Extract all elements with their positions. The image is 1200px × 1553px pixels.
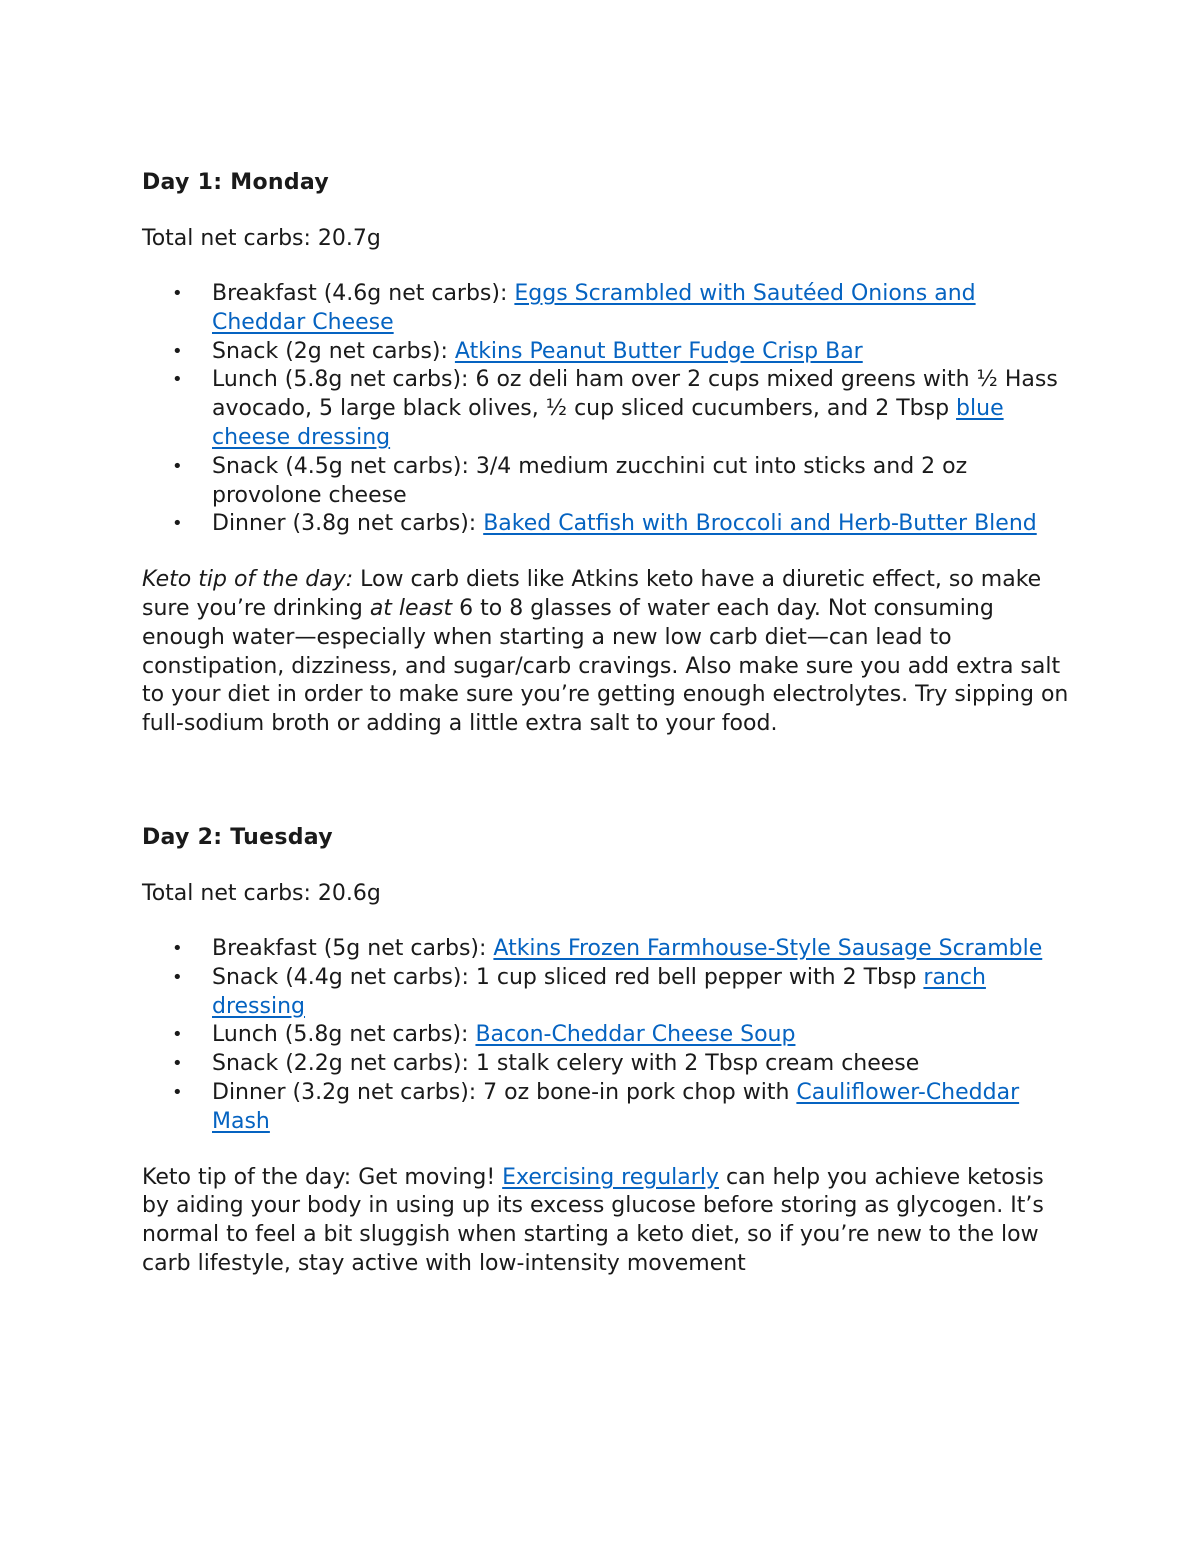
list-item <box>142 1050 1072 1079</box>
list-item <box>142 1079 1072 1137</box>
meal-text: Dinner (3.8g net carbs): <box>212 511 484 537</box>
day-1-heading: Day 1: Monday <box>142 170 330 195</box>
recipe-link[interactable]: Cauliflower-Cheddar Mash <box>212 1079 1020 1134</box>
meal-text: Breakfast (5g net carbs): <box>212 935 494 961</box>
tip-text: can help you achieve ketosis by aiding your body in using up its excess glucose before storing as glycogen. It’s normal to feel a bit sluggish when starting a keto diet, so if you’re new to the low carb lifestyle, stay active with low-intensity movement <box>142 1164 1044 1276</box>
day-1-section <box>142 168 1072 739</box>
day-2-section <box>142 823 1072 1279</box>
day-1-meal-list <box>142 280 1072 539</box>
document-page <box>142 168 1072 1279</box>
recipe-link[interactable]: Atkins Peanut Butter Fudge Crisp Bar <box>454 338 863 364</box>
meal-text: Dinner (3.2g net carbs): 7 oz bone-in pork chop with <box>212 1079 797 1105</box>
tip-text: Low carb diets like Atkins keto have a diuretic effect, so make sure you’re drinking <box>142 567 1042 621</box>
bullet-icon: • <box>172 340 183 362</box>
bullet-icon: • <box>172 1053 183 1075</box>
bullet-icon: • <box>172 1081 183 1103</box>
day-1-keto-tip <box>142 566 1072 739</box>
list-item <box>142 338 1072 367</box>
bullet-icon: • <box>172 283 183 304</box>
day-2-total-net-carbs: Total net carbs: 20.6g <box>142 880 381 906</box>
list-item <box>142 453 1072 511</box>
list-item <box>142 1021 1072 1050</box>
list-item <box>142 510 1072 539</box>
meal-text: Snack (4.4g net carbs): 1 cup sliced red bell pepper with 2 Tbsp <box>212 964 924 990</box>
meal-text: Snack (2g net carbs): <box>212 338 455 364</box>
meal-text: Breakfast (4.6g net carbs): <box>212 281 515 306</box>
meal-text: Lunch (5.8g net carbs): <box>212 1022 476 1048</box>
list-item <box>142 280 1072 338</box>
recipe-link[interactable]: ranch dressing <box>212 964 986 1019</box>
list-item <box>142 964 1072 1022</box>
meal-text: Lunch (5.8g net carbs): 6 oz deli ham over 2 cups mixed greens with ½ Hass avocado, 5 large black olives, ½ cup sliced cucumbers, and 2 Tbsp <box>212 367 1058 422</box>
meal-text: Snack (2.2g net carbs): 1 stalk celery with 2 Tbsp cream cheese <box>212 1051 920 1077</box>
day-2-keto-tip <box>142 1164 1072 1279</box>
exercise-link[interactable]: Exercising regularly <box>502 1164 719 1190</box>
tip-label: Keto tip of the day: Get moving! <box>142 1164 503 1190</box>
recipe-link[interactable]: Baked Catfish with Broccoli and Herb-Butter Blend <box>483 511 1037 537</box>
recipe-link[interactable]: blue cheese dressing <box>212 396 1004 450</box>
meal-text: Snack (4.5g net carbs): 3/4 medium zucchini cut into sticks and 2 oz provolone cheese <box>212 453 968 508</box>
list-item <box>142 366 1072 452</box>
tip-text: 6 to 8 glasses of water each day. Not consuming enough water—especially when starting a new low carb diet—can lead to constipation, dizziness, and sugar/carb cravings. Also make sure you add extra salt to your diet in order to make sure you’re getting enough electrolytes. Try sipping on full-sodium broth or adding a little extra salt to your food. <box>142 595 1069 737</box>
list-item <box>142 935 1072 964</box>
bullet-icon: • <box>172 369 183 391</box>
bullet-icon: • <box>172 1024 183 1046</box>
bullet-icon: • <box>172 513 183 535</box>
recipe-link[interactable]: Bacon-Cheddar Cheese Soup <box>475 1022 796 1048</box>
tip-emphasis: at least <box>369 595 453 621</box>
recipe-link[interactable]: Atkins Frozen Farmhouse-Style Sausage Scramble <box>493 935 1043 961</box>
tip-label: Keto tip of the day: <box>142 567 354 593</box>
bullet-icon: • <box>172 966 183 988</box>
day-2-meal-list <box>142 935 1072 1137</box>
recipe-link[interactable]: Eggs Scrambled with Sautéed Onions and Cheddar Cheese <box>212 281 976 335</box>
bullet-icon: • <box>172 455 183 477</box>
day-1-total-net-carbs: Total net carbs: 20.7g <box>142 226 381 251</box>
day-2-heading: Day 2: Tuesday <box>142 824 333 850</box>
bullet-icon: • <box>172 937 183 959</box>
